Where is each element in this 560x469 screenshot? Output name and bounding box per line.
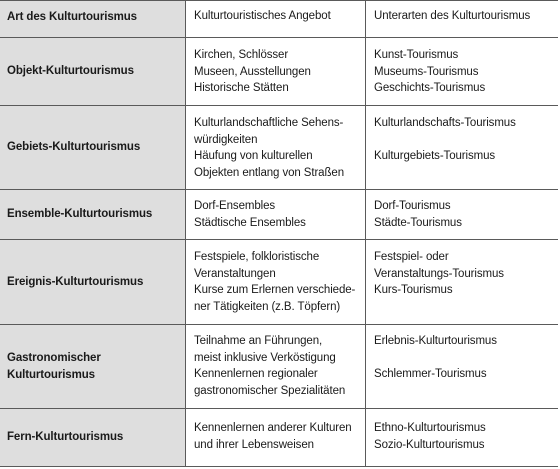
- row-offer-cell: [185, 38, 365, 105]
- row-offer-cell: [185, 409, 365, 466]
- row-type-cell: [0, 106, 185, 189]
- subtype-line: Sozio-Kulturtourismus: [374, 438, 485, 451]
- offer-line: würdigkeiten: [194, 133, 258, 146]
- subtype-line: Schlemmer-Tourismus: [374, 367, 487, 380]
- offer-line: Museen, Ausstellungen: [194, 65, 311, 78]
- subtype-line: Kunst-Tourismus: [374, 49, 459, 61]
- subtype-line: Dorf-Tourismus: [374, 200, 451, 212]
- table-row: [0, 409, 558, 466]
- offer-line: Städtische Ensembles: [194, 216, 306, 229]
- header-angebot: [185, 1, 365, 37]
- subtype-line: Kulturgebiets-Tourismus: [374, 149, 496, 162]
- subtype-line: Kulturlandschafts-Tourismus: [374, 117, 516, 129]
- offer-line: Kurse zum Erlernen verschiede-: [194, 284, 356, 296]
- row-type-cell: [0, 325, 185, 408]
- row-subtypes-cell: [365, 38, 558, 105]
- row-type: Objekt-Kulturtourismus: [7, 65, 134, 78]
- offer-line: und ihrer Lebensweisen: [194, 438, 314, 451]
- offer-line: Festspiele, folkloristische: [194, 251, 320, 263]
- header-unterarten: [365, 1, 558, 37]
- row-type: Gebiets-Kulturtourismus: [7, 141, 141, 154]
- row-subtypes-cell: [365, 190, 558, 239]
- header-angebot-label: Kulturtouristisches Angebot: [194, 10, 331, 22]
- row-type: Fern-Kulturtourismus: [7, 431, 124, 444]
- row-offer-cell: [185, 240, 365, 324]
- subtype-line: Museums-Tourismus: [374, 65, 479, 78]
- header-unterarten-label: Unterarten des Kulturtourismus: [374, 10, 531, 22]
- row-type-cell: [0, 190, 185, 239]
- subtype-line: Städte-Tourismus: [374, 216, 462, 229]
- table-row: [0, 38, 558, 106]
- offer-line: Kennenlernen regionaler: [194, 368, 318, 380]
- subtype-line: Erlebnis-Kulturtourismus: [374, 335, 497, 347]
- row-type-cell: [0, 38, 185, 105]
- header-art-label: Art des Kulturtourismus: [7, 11, 137, 23]
- row-offer-cell: [185, 106, 365, 189]
- subtype-line: Geschichts-Tourismus: [374, 82, 486, 94]
- row-type: Ereignis-Kulturtourismus: [7, 275, 144, 288]
- header-art: [0, 1, 185, 37]
- offer-line: gastronomischer Spezialitäten: [194, 384, 346, 397]
- table-row: [0, 106, 558, 190]
- offer-line: meist inklusive Verköstigung: [194, 351, 336, 364]
- subtype-line: Veranstaltungs-Tourismus: [374, 267, 504, 280]
- offer-line: Dorf-Ensembles: [194, 200, 276, 212]
- offer-line: Objekten entlang von Straßen: [194, 166, 344, 179]
- offer-line: Kirchen, Schlösser: [194, 49, 289, 61]
- table-header-row: [0, 1, 558, 38]
- row-type-cell: [0, 409, 185, 466]
- subtype-line: Kurs-Tourismus: [374, 284, 453, 296]
- offer-line: Teilnahme an Führungen,: [194, 335, 323, 347]
- row-offer-cell: [185, 190, 365, 239]
- row-type-line: Gastronomischer: [7, 352, 101, 364]
- table-row: [0, 190, 558, 240]
- table-row: [0, 325, 558, 409]
- row-type-line: Kulturtourismus: [7, 368, 95, 381]
- row-type: Ensemble-Kulturtourismus: [7, 208, 153, 221]
- table-row: [0, 240, 558, 325]
- subtype-line: Ethno-Kulturtourismus: [374, 422, 486, 434]
- subtype-line: Festspiel- oder: [374, 251, 449, 263]
- row-subtypes-cell: [365, 106, 558, 189]
- offer-line: Veranstaltungen: [194, 267, 276, 280]
- row-subtypes-cell: [365, 240, 558, 324]
- offer-line: Kulturlandschaftliche Sehens-: [194, 117, 344, 129]
- offer-line: Kennenlernen anderer Kulturen: [194, 422, 352, 434]
- row-subtypes-cell: [365, 409, 558, 466]
- row-type-cell: [0, 240, 185, 324]
- offer-line: ner Tätigkeiten (z.B. Töpfern): [194, 300, 341, 313]
- offer-line: Historische Stätten: [194, 82, 289, 94]
- row-offer-cell: [185, 325, 365, 408]
- row-subtypes-cell: [365, 325, 558, 408]
- offer-line: Häufung von kulturellen: [194, 150, 313, 162]
